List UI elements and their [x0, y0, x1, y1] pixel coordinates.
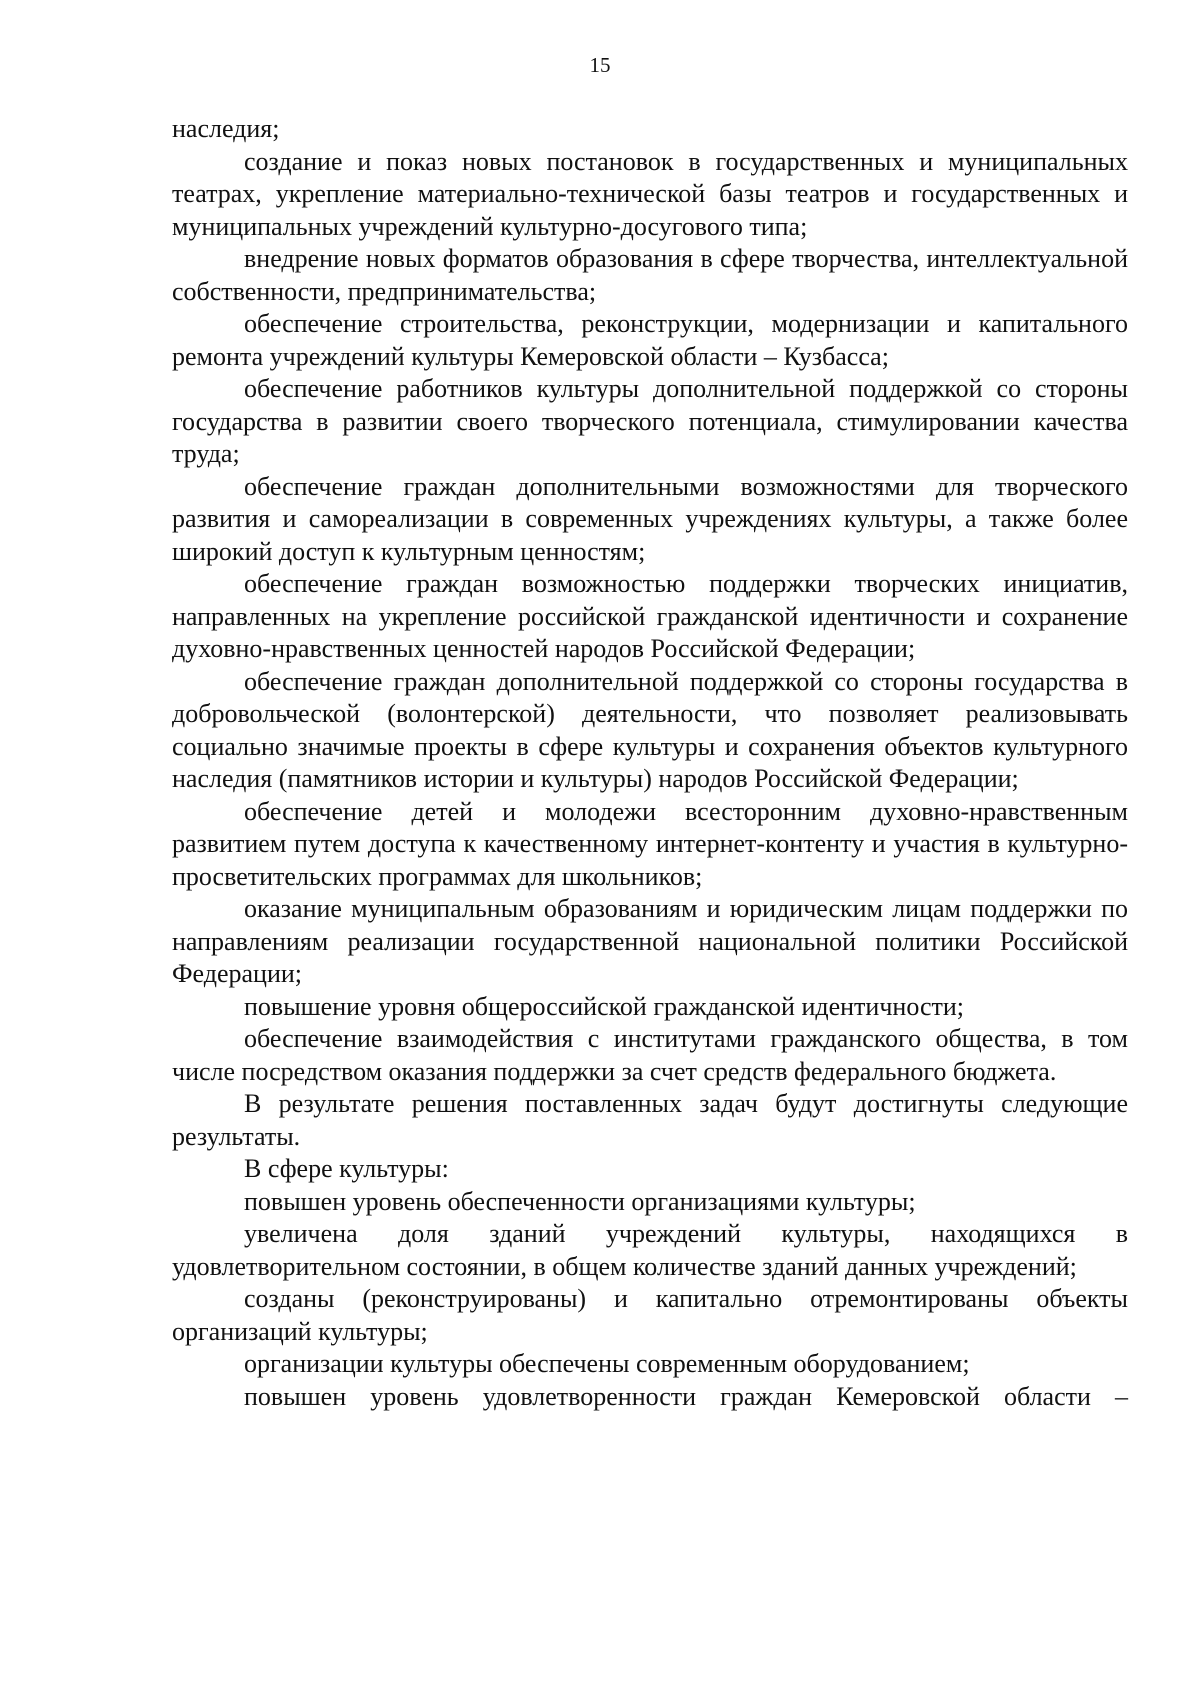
page-number: 15	[589, 53, 611, 77]
paragraph: В сфере культуры:	[244, 1154, 449, 1183]
paragraph: обеспечение граждан дополнительной поддержкой со стороны государства в добровольческой (волонтерской) деятельности, что позволяет реализовывать социально значимые проекты в сфере культуры и сохранения объектов культурного наследия (памятников истории и культуры) народов Российской Федерации;	[172, 666, 1128, 793]
paragraph: повышен уровень обеспеченности организациями культуры;	[244, 1186, 916, 1216]
paragraph: внедрение новых форматов образования в сфере творчества, интеллектуальной собственности, предпринимательства;	[172, 244, 1128, 306]
paragraph: организации культуры обеспечены современным оборудованием;	[244, 1349, 970, 1378]
paragraph: оказание муниципальным образованиям и юридическим лицам поддержки по направлениям реализации государственной национальной политики Российской Федерации;	[172, 894, 1128, 988]
paragraph: обеспечение строительства, реконструкции, модернизации и капитального ремонта учреждений культуры Кемеровской области – Кузбасса;	[172, 309, 1128, 371]
paragraph: обеспечение работников культуры дополнительной поддержкой со стороны государства в развитии своего творческого потенциала, стимулировании качества труда;	[172, 374, 1128, 468]
paragraph: создание и показ новых постановок в государственных и муниципальных театрах, укрепление материально-технической базы театров и государственных и муниципальных учреждений культурно-досугового типа;	[172, 146, 1128, 241]
paragraph: обеспечение граждан возможностью поддержки творческих инициатив, направленных на укрепление российской гражданской идентичности и сохранение духовно-нравственных ценностей народов Российской Федерации;	[172, 569, 1128, 663]
paragraph: наследия;	[172, 114, 280, 143]
paragraph: обеспечение взаимодействия с институтами гражданского общества, в том числе посредством оказания поддержки за счет средств федерального бюджета.	[172, 1024, 1128, 1086]
paragraph: обеспечение граждан дополнительными возможностями для творческого развития и самореализации в современных учреждениях культуры, а также более широкий доступ к культурным ценностям;	[172, 471, 1128, 566]
paragraph: В результате решения поставленных задач будут достигнуты следующие результаты.	[172, 1089, 1128, 1151]
paragraph: созданы (реконструированы) и капитально отремонтированы объекты организаций культуры;	[172, 1284, 1128, 1346]
paragraph: повышен уровень удовлетворенности граждан Кемеровской области –	[244, 1381, 1128, 1411]
paragraph: обеспечение детей и молодежи всесторонним духовно-нравственным развитием путем доступа к качественному интернет-контенту и участия в культурно-просветительских программах для школьников;	[172, 796, 1128, 891]
paragraph: повышение уровня общероссийской гражданской идентичности;	[244, 991, 965, 1021]
paragraph: увеличена доля зданий учреждений культуры, находящихся в удовлетворительном состоянии, в общем количестве зданий данных учреждений;	[172, 1219, 1128, 1281]
document-body	[172, 113, 1128, 1413]
